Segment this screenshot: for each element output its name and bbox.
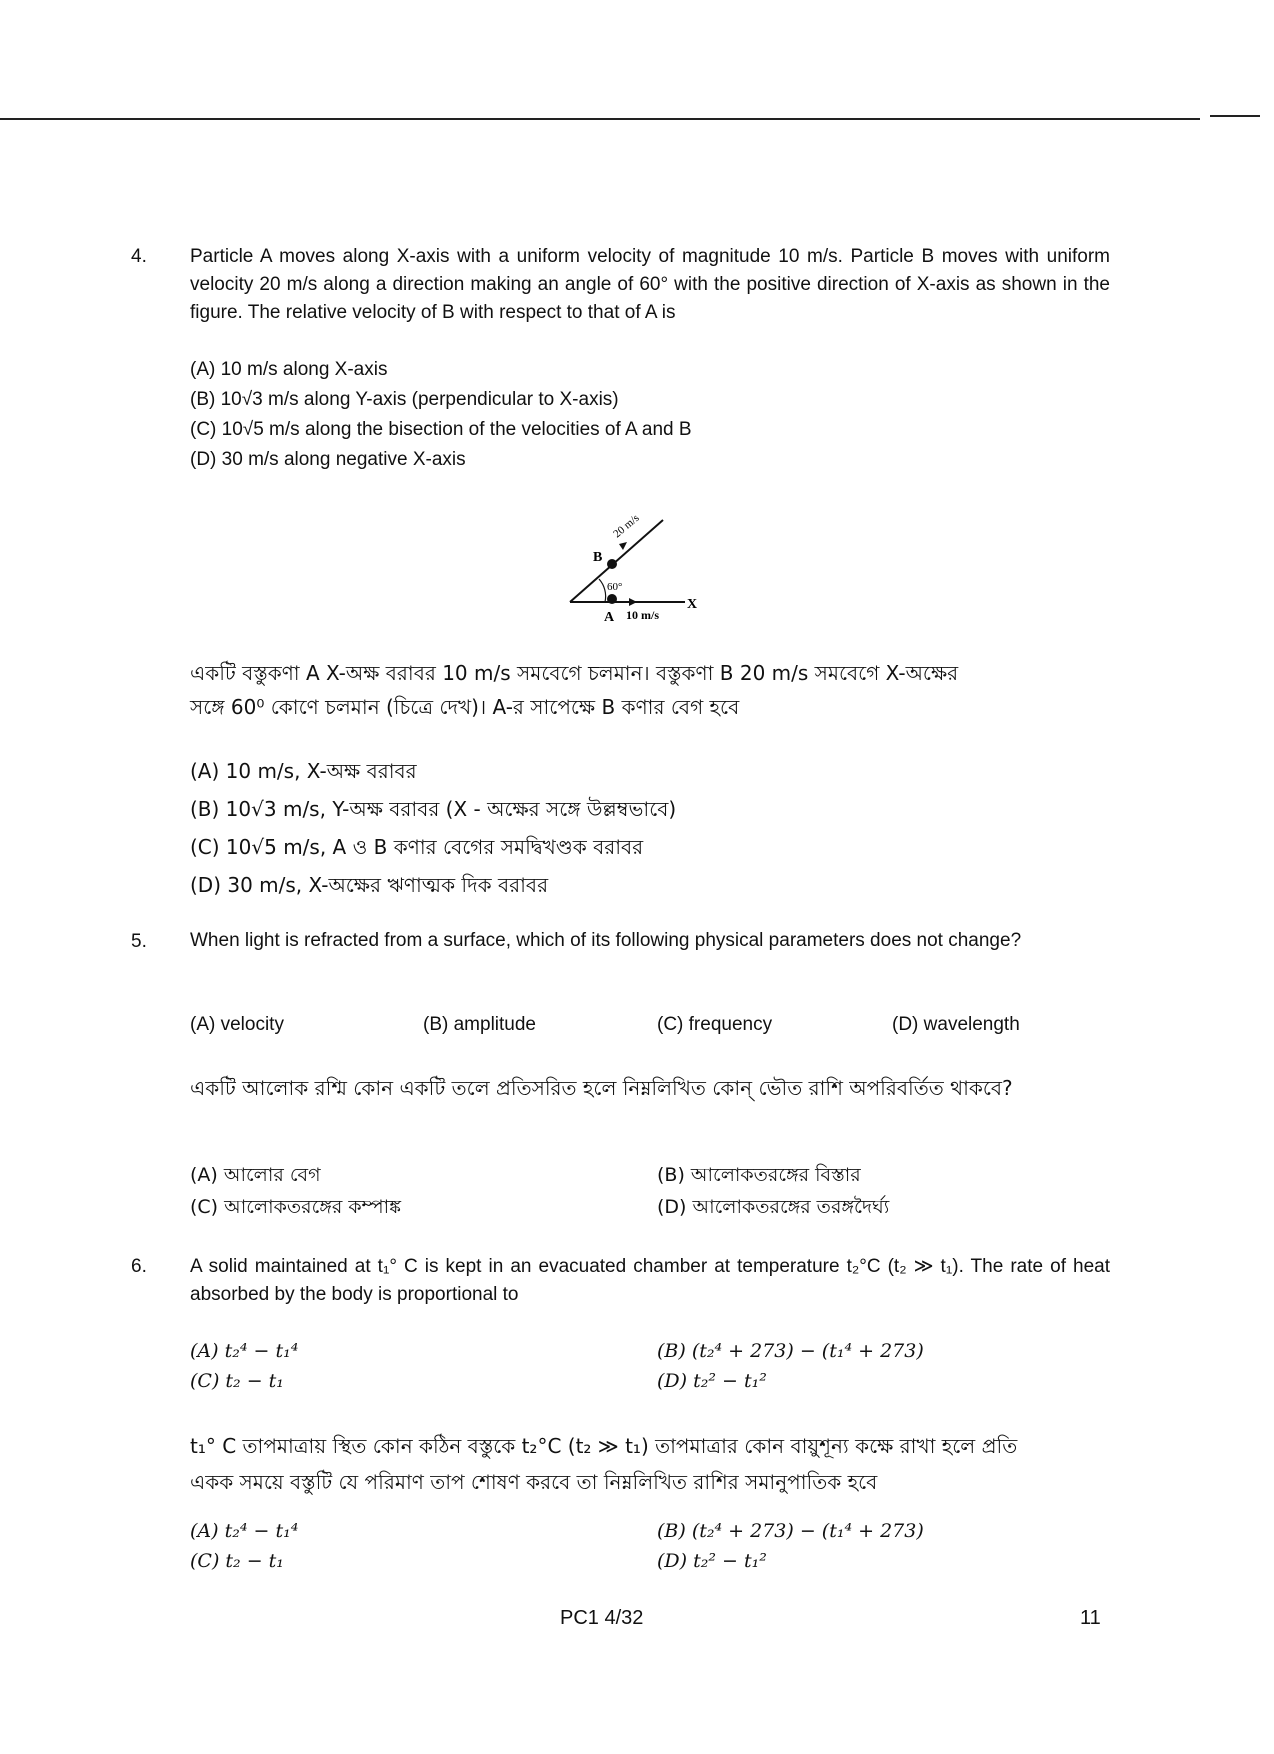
q4-option-b-bn: (B) 10√3 m/s, Y-অক্ষ বরাবর (X - অক্ষের সঙ্গে উল্লম্বভাবে) bbox=[190, 797, 677, 821]
q5-number: 5. bbox=[131, 931, 147, 952]
q4-option-b-en: (B) 10√3 m/s along Y-axis (perpendicular to X-axis) bbox=[190, 389, 619, 410]
q4-text-bn bbox=[190, 656, 1110, 724]
q6-option-b-repeat: (B) (t₂⁴ + 273) − (t₁⁴ + 273) bbox=[657, 1520, 924, 1542]
q4-options-en bbox=[190, 355, 1110, 475]
particle-b-dot bbox=[607, 559, 617, 569]
q5-text-en: When light is refracted from a surface, which of its following physical parameters does not change? bbox=[190, 930, 1022, 951]
q6-option-a-repeat: (A) t₂⁴ − t₁⁴ bbox=[190, 1520, 299, 1542]
q5-options-en bbox=[190, 1014, 1110, 1044]
q4-option-c-bn: (C) 10√5 m/s, A ও B কণার বেগের সমদ্বিখণ্ডক বরাবর bbox=[190, 835, 644, 859]
q6-number: 6. bbox=[131, 1256, 147, 1277]
q5-text-bn: একটি আলোক রশ্মি কোন একটি তলে প্রতিসরিত হলে নিম্নলিখিত কোন্ ভৌত রাশি অপরিবর্তিত থাকবে? bbox=[190, 1076, 1013, 1100]
label-angle: 60° bbox=[607, 581, 623, 593]
top-rule-right bbox=[1210, 115, 1260, 117]
particle-a-dot bbox=[607, 594, 617, 604]
footer-mark: 11 bbox=[1080, 1607, 1101, 1629]
q6-option-d: (D) t₂² − t₁² bbox=[657, 1370, 767, 1392]
label-b: B bbox=[593, 550, 603, 565]
q5-option-b-bn: (B) আলোকতরঙ্গের বিস্তার bbox=[657, 1164, 861, 1186]
q4-text-en: Particle A moves along X-axis with a uniform velocity of magnitude 10 m/s. Particle B moves with uniform velocity 20 m/s along a direction making an angle of 60° with the positive direction of X-axis as shown in the figure. The relative velocity of B with respect to that of A is bbox=[190, 246, 1110, 323]
q6-option-a: (A) t₂⁴ − t₁⁴ bbox=[190, 1340, 299, 1362]
label-speed-a: 10 m/s bbox=[626, 608, 659, 622]
q5-option-a-bn: (A) আলোর বেগ bbox=[190, 1164, 321, 1186]
q4-velocity-figure bbox=[555, 500, 705, 630]
q5-option-b-en: (B) amplitude bbox=[423, 1014, 536, 1035]
q6-option-c-repeat: (C) t₂ − t₁ bbox=[190, 1550, 284, 1572]
q5-option-d-en: (D) wavelength bbox=[892, 1014, 1020, 1035]
q5-option-c-en: (C) frequency bbox=[657, 1014, 773, 1035]
q6-option-d-repeat: (D) t₂² − t₁² bbox=[657, 1550, 767, 1572]
q6-text-bn-line2: একক সময়ে বস্তুটি যে পরিমাণ তাপ শোষণ করবে তা নিম্নলিখিত রাশির সমানুপাতিক হবে bbox=[190, 1470, 878, 1494]
q6-text-bn bbox=[190, 1428, 1110, 1500]
q4-option-c-en: (C) 10√5 m/s along the bisection of the velocities of A and B bbox=[190, 419, 692, 440]
q5-option-a-en: (A) velocity bbox=[190, 1014, 284, 1035]
q4-option-d-en: (D) 30 m/s along negative X-axis bbox=[190, 449, 466, 470]
q4-text-bn-line1: একটি বস্তুকণা A X-অক্ষ বরাবর 10 m/s সমবেগে চলমান। বস্তুকণা B 20 m/s সমবেগে X-অক্ষের bbox=[190, 661, 959, 685]
label-speed-b: 20 m/s bbox=[611, 512, 642, 541]
q4-option-a-bn: (A) 10 m/s, X-অক্ষ বরাবর bbox=[190, 759, 417, 783]
angle-arc bbox=[599, 579, 606, 602]
q4-text-bn-line2: সঙ্গে 60⁰ কোণে চলমান (চিত্রে দেখ)। A-র সাপেক্ষে B কণার বেগ হবে bbox=[190, 695, 740, 719]
b-arrow-icon bbox=[619, 542, 627, 550]
top-rule bbox=[0, 118, 1200, 120]
q6-option-c: (C) t₂ − t₁ bbox=[190, 1370, 284, 1392]
q4-options-bn bbox=[190, 752, 1110, 904]
q5-option-c-bn: (C) আলোকতরঙ্গের কম্পাঙ্ক bbox=[190, 1196, 402, 1218]
q6-text-bn-line1: t₁° C তাপমাত্রায় স্থিত কোন কঠিন বস্তুকে t₂°C (t₂ ≫ t₁) তাপমাত্রার কোন বায়ুশূন্য কক্ষে রাখা হলে প্রতি bbox=[190, 1434, 1018, 1458]
label-a: A bbox=[604, 610, 615, 625]
q4-number: 4. bbox=[131, 246, 147, 267]
a-arrow-icon bbox=[629, 598, 637, 606]
q4-option-d-bn: (D) 30 m/s, X-অক্ষের ঋণাত্মক দিক বরাবর bbox=[190, 873, 549, 897]
q6-option-b: (B) (t₂⁴ + 273) − (t₁⁴ + 273) bbox=[657, 1340, 924, 1362]
q5-option-d-bn: (D) আলোকতরঙ্গের তরঙ্গদৈর্ঘ্য bbox=[657, 1196, 890, 1218]
label-x: X bbox=[687, 597, 698, 612]
q6-text-en: A solid maintained at t₁° C is kept in an evacuated chamber at temperature t₂°C (t₂ ≫ t₁). The rate of heat absorbed by the body is proportional to bbox=[190, 1256, 1110, 1305]
page-number: PC1 4/32 bbox=[560, 1607, 644, 1629]
q4-option-a-en: (A) 10 m/s along X-axis bbox=[190, 359, 388, 380]
